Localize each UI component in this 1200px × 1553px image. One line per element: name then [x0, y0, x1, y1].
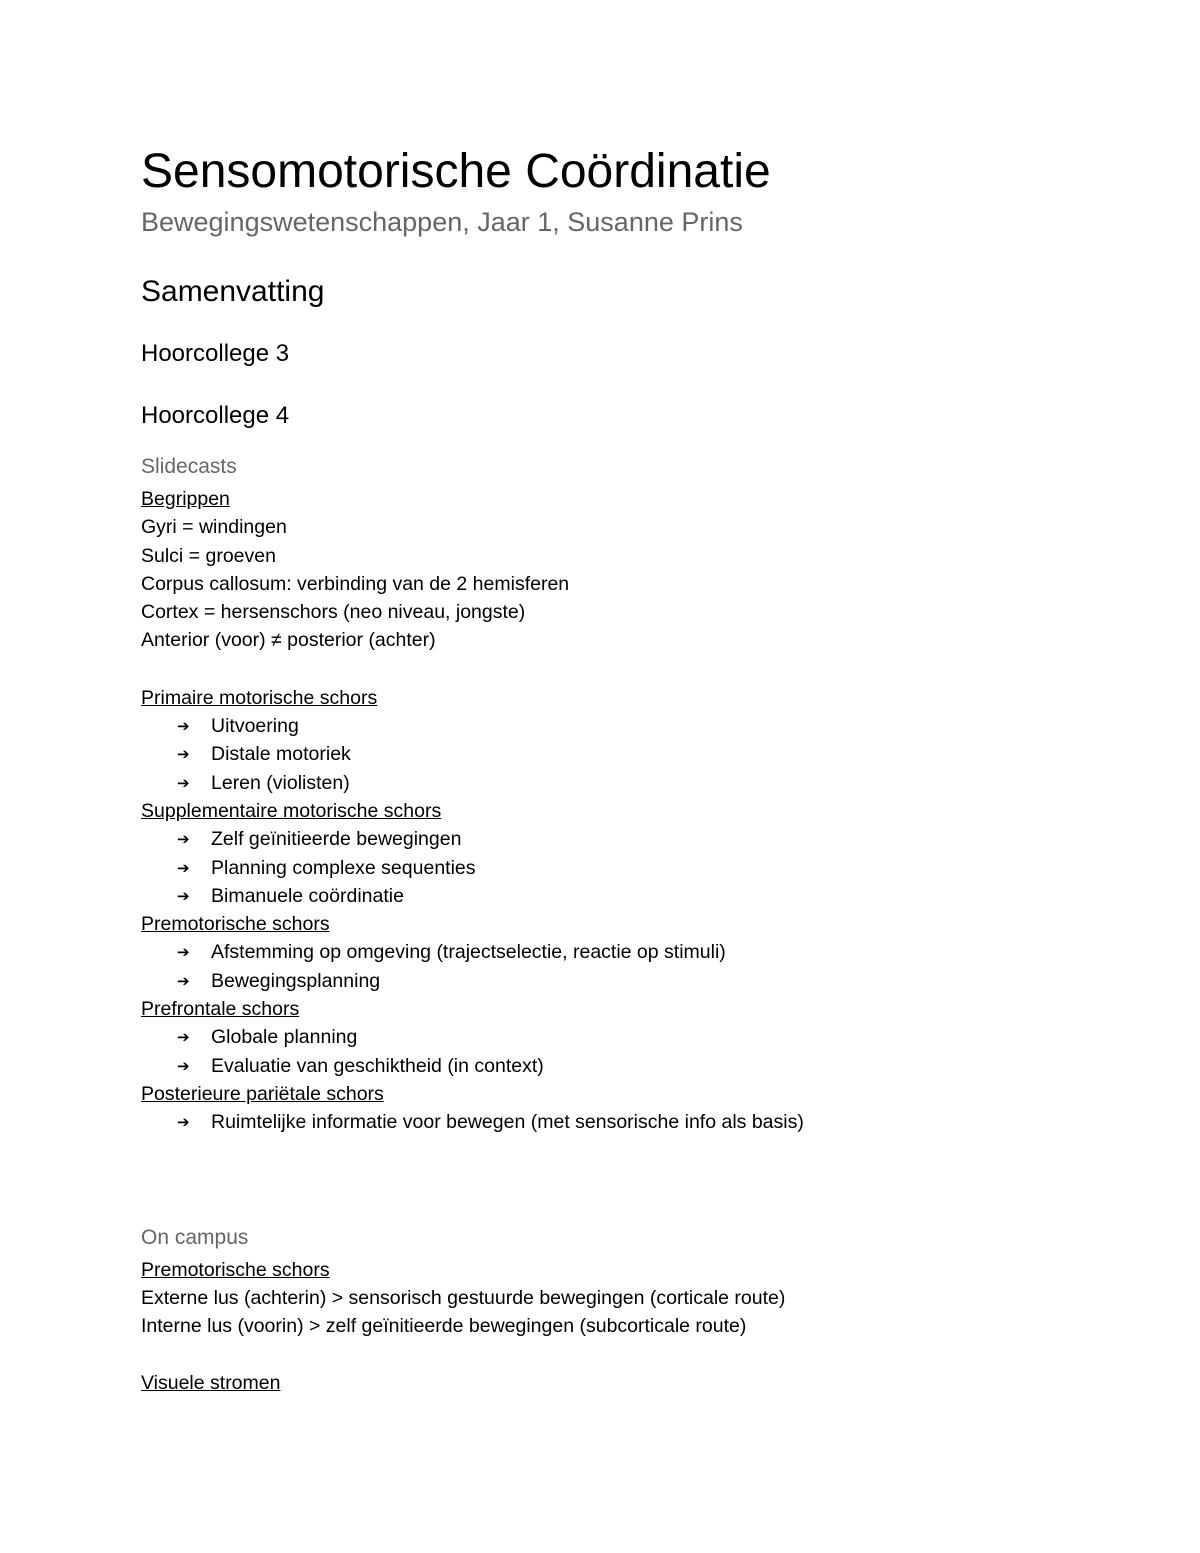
section-title-prefrontale-schors: Prefrontale schors	[141, 998, 300, 1021]
arrow-icon: ➔	[177, 745, 190, 764]
bullet-item: ➔ Evaluatie van geschiktheid (in context)	[141, 1052, 1141, 1080]
text-line: Externe lus (achterin) > sensorisch gestuurde bewegingen (corticale route)	[141, 1286, 786, 1309]
heading-on-campus: On campus	[141, 1225, 249, 1249]
bullet-item: ➔ Afstemming op omgeving (trajectselectie, reactie op stimuli)	[141, 938, 1141, 966]
document-page	[141, 140, 1141, 1398]
heading-samenvatting: Samenvatting	[141, 275, 325, 308]
arrow-icon: ➔	[177, 773, 190, 792]
heading-hoorcollege-4: Hoorcollege 4	[141, 402, 290, 429]
heading-hoorcollege-3: Hoorcollege 3	[141, 340, 290, 367]
spacer	[141, 1340, 1141, 1369]
arrow-icon: ➔	[177, 971, 190, 990]
heading-slidecasts: Slidecasts	[141, 455, 237, 478]
arrow-icon: ➔	[177, 830, 190, 849]
bullet-item: ➔ Bimanuele coördinatie	[141, 882, 1141, 910]
section-title-posterieure-parietale-schors: Posterieure pariëtale schors	[141, 1082, 384, 1105]
bullet-item: ➔ Distale motoriek	[141, 740, 1141, 768]
section-title-supplementaire-motorische-schors: Supplementaire motorische schors	[141, 799, 442, 822]
bullet-item: ➔ Bewegingsplanning	[141, 967, 1141, 995]
document-subtitle: Bewegingswetenschappen, Jaar 1, Susanne Prins	[141, 207, 743, 237]
bullet-item: ➔ Globale planning	[141, 1023, 1141, 1051]
arrow-icon: ➔	[177, 717, 190, 736]
bullet-item: ➔ Planning complexe sequenties	[141, 854, 1141, 882]
arrow-icon: ➔	[177, 943, 190, 962]
bullet-item: ➔ Leren (violisten)	[141, 769, 1141, 797]
begrip-line: Gyri = windingen	[141, 516, 287, 539]
arrow-icon: ➔	[177, 886, 190, 905]
bullet-item: ➔ Zelf geïnitieerde bewegingen	[141, 825, 1141, 853]
spacer	[141, 655, 1141, 684]
begrip-line: Cortex = hersenschors (neo niveau, jongste)	[141, 601, 526, 624]
arrow-icon: ➔	[177, 1028, 190, 1047]
begrip-line: Sulci = groeven	[141, 544, 276, 567]
section-title-premotorische-schors: Premotorische schors	[141, 913, 330, 936]
begrip-line: Anterior (voor) ≠ posterior (achter)	[141, 629, 436, 652]
spacer	[141, 1137, 1141, 1223]
arrow-icon: ➔	[177, 1056, 190, 1075]
text-line: Interne lus (voorin) > zelf geïnitieerde bewegingen (subcorticale route)	[141, 1315, 747, 1338]
arrow-icon: ➔	[177, 858, 190, 877]
begrippen-title: Begrippen	[141, 488, 230, 510]
bullet-item: ➔ Ruimtelijke informatie voor bewegen (met sensorische info als basis)	[141, 1108, 1141, 1136]
visuele-stromen-title: Visuele stromen	[141, 1372, 281, 1395]
begrip-line: Corpus callosum: verbinding van de 2 hemisferen	[141, 572, 570, 595]
premotorische-schors-title: Premotorische schors	[141, 1258, 330, 1281]
arrow-icon: ➔	[177, 1113, 190, 1132]
document-title: Sensomotorische Coördinatie	[141, 145, 771, 198]
section-title-primaire-motorische-schors: Primaire motorische schors	[141, 686, 378, 709]
bullet-item: ➔ Uitvoering	[141, 712, 1141, 740]
